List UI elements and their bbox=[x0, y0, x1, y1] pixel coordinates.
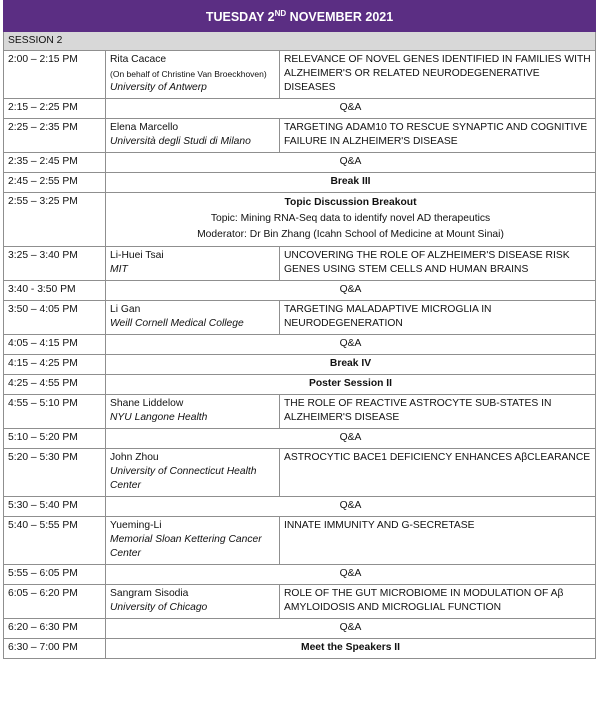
topic-topic: Topic: Mining RNA-Seq data to identify novel AD therapeutics bbox=[210, 213, 491, 224]
speaker-cell bbox=[106, 119, 280, 153]
speaker-cell bbox=[106, 247, 280, 281]
speaker-name: Shane Liddelow bbox=[110, 398, 184, 409]
break-row bbox=[4, 375, 596, 395]
day-header-row bbox=[4, 1, 596, 32]
qa-row bbox=[4, 565, 596, 585]
speaker-affiliation: University of Connecticut Health Center bbox=[110, 466, 257, 491]
talk-row bbox=[4, 449, 596, 497]
topic-moderator: Moderator: Dr Bin Zhang (Icahn School of Medicine at Mount Sinai) bbox=[197, 229, 504, 240]
time-cell: 2:55 – 3:25 PM bbox=[4, 193, 106, 247]
talk-title: RELEVANCE OF NOVEL GENES IDENTIFIED IN FAMILIES WITH ALZHEIMER'S OR RELATED NEURODEGENERATIVE DISEASES bbox=[280, 51, 596, 99]
speaker-cell bbox=[106, 585, 280, 619]
qa-row bbox=[4, 335, 596, 355]
qa-label: Q&A bbox=[106, 565, 596, 585]
qa-row bbox=[4, 497, 596, 517]
time-cell: 6:30 – 7:00 PM bbox=[4, 639, 106, 659]
time-cell: 4:25 – 4:55 PM bbox=[4, 375, 106, 395]
day-header bbox=[4, 1, 596, 32]
speaker-name: John Zhou bbox=[110, 452, 159, 463]
talk-row bbox=[4, 301, 596, 335]
time-cell: 2:45 – 2:55 PM bbox=[4, 173, 106, 193]
break-label: Poster Session II bbox=[106, 375, 596, 395]
time-cell: 2:00 – 2:15 PM bbox=[4, 51, 106, 99]
time-cell: 3:50 – 4:05 PM bbox=[4, 301, 106, 335]
speaker-name: Rita Cacace bbox=[110, 54, 167, 65]
qa-label: Q&A bbox=[106, 99, 596, 119]
talk-title: UNCOVERING THE ROLE OF ALZHEIMER'S DISEASE RISK GENES USING STEM CELLS AND HUMAN BRAINS bbox=[280, 247, 596, 281]
time-cell: 5:30 – 5:40 PM bbox=[4, 497, 106, 517]
time-cell: 2:25 – 2:35 PM bbox=[4, 119, 106, 153]
time-cell: 4:05 – 4:15 PM bbox=[4, 335, 106, 355]
break-row bbox=[4, 355, 596, 375]
talk-title: THE ROLE OF REACTIVE ASTROCYTE SUB-STATES IN ALZHEIMER'S DISEASE bbox=[280, 395, 596, 429]
session-label: SESSION 2 bbox=[4, 32, 596, 51]
qa-label: Q&A bbox=[106, 281, 596, 301]
day-header-suffix: ND bbox=[274, 9, 287, 19]
speaker-cell bbox=[106, 517, 280, 565]
speaker-name: Li Gan bbox=[110, 304, 141, 315]
session-row bbox=[4, 32, 596, 51]
time-cell: 3:40 - 3:50 PM bbox=[4, 281, 106, 301]
talk-row bbox=[4, 247, 596, 281]
qa-label: Q&A bbox=[106, 497, 596, 517]
time-cell: 2:15 – 2:25 PM bbox=[4, 99, 106, 119]
break-row bbox=[4, 639, 596, 659]
break-label: Meet the Speakers II bbox=[106, 639, 596, 659]
speaker-cell bbox=[106, 395, 280, 429]
talk-row bbox=[4, 517, 596, 565]
time-cell: 5:20 – 5:30 PM bbox=[4, 449, 106, 497]
talk-row bbox=[4, 395, 596, 429]
qa-row bbox=[4, 153, 596, 173]
time-cell: 5:55 – 6:05 PM bbox=[4, 565, 106, 585]
speaker-name: Yueming-Li bbox=[110, 520, 162, 531]
qa-label: Q&A bbox=[106, 335, 596, 355]
speaker-note: (On behalf of Christine Van Broeckhoven) bbox=[110, 69, 267, 79]
speaker-affiliation: Università degli Studi di Milano bbox=[110, 136, 251, 147]
break-row bbox=[4, 173, 596, 193]
time-cell: 2:35 – 2:45 PM bbox=[4, 153, 106, 173]
talk-title: ROLE OF THE GUT MICROBIOME IN MODULATION OF Aβ AMYLOIDOSIS AND MICROGLIAL FUNCTION bbox=[280, 585, 596, 619]
speaker-cell bbox=[106, 301, 280, 335]
qa-row bbox=[4, 619, 596, 639]
break-label: Break IV bbox=[106, 355, 596, 375]
speaker-affiliation: NYU Langone Health bbox=[110, 412, 208, 423]
talk-row bbox=[4, 51, 596, 99]
talk-title: INNATE IMMUNITY AND G-SECRETASE bbox=[280, 517, 596, 565]
speaker-name: Sangram Sisodia bbox=[110, 588, 189, 599]
day-header-rest: NOVEMBER 2021 bbox=[286, 10, 394, 25]
time-cell: 5:10 – 5:20 PM bbox=[4, 429, 106, 449]
speaker-affiliation: Weill Cornell Medical College bbox=[110, 318, 244, 329]
qa-label: Q&A bbox=[106, 153, 596, 173]
talk-row bbox=[4, 119, 596, 153]
time-cell: 5:40 – 5:55 PM bbox=[4, 517, 106, 565]
topic-label: Topic Discussion Breakout bbox=[284, 197, 417, 208]
time-cell: 3:25 – 3:40 PM bbox=[4, 247, 106, 281]
break-label: Break III bbox=[106, 173, 596, 193]
talk-title: TARGETING ADAM10 TO RESCUE SYNAPTIC AND COGNITIVE FAILURE IN ALZHEIMER'S DISEASE bbox=[280, 119, 596, 153]
topic-row bbox=[4, 193, 596, 247]
qa-label: Q&A bbox=[106, 619, 596, 639]
speaker-name: Li-Huei Tsai bbox=[110, 250, 164, 261]
speaker-affiliation: MIT bbox=[110, 264, 128, 275]
talk-title: TARGETING MALADAPTIVE MICROGLIA IN NEURODEGENERATION bbox=[280, 301, 596, 335]
speaker-affiliation: Memorial Sloan Kettering Cancer Center bbox=[110, 534, 262, 559]
qa-row bbox=[4, 99, 596, 119]
talk-row bbox=[4, 585, 596, 619]
qa-row bbox=[4, 281, 596, 301]
qa-label: Q&A bbox=[106, 429, 596, 449]
speaker-cell bbox=[106, 449, 280, 497]
talk-title: ASTROCYTIC BACE1 DEFICIENCY ENHANCES AβCLEARANCE bbox=[280, 449, 596, 497]
day-header-day: TUESDAY 2 bbox=[205, 10, 275, 25]
schedule-table bbox=[3, 0, 596, 659]
topic-cell bbox=[106, 193, 596, 247]
speaker-affiliation: University of Chicago bbox=[110, 602, 208, 613]
speaker-affiliation: University of Antwerp bbox=[110, 82, 207, 93]
time-cell: 4:15 – 4:25 PM bbox=[4, 355, 106, 375]
time-cell: 6:05 – 6:20 PM bbox=[4, 585, 106, 619]
time-cell: 6:20 – 6:30 PM bbox=[4, 619, 106, 639]
speaker-name: Elena Marcello bbox=[110, 122, 179, 133]
qa-row bbox=[4, 429, 596, 449]
time-cell: 4:55 – 5:10 PM bbox=[4, 395, 106, 429]
speaker-cell bbox=[106, 51, 280, 99]
